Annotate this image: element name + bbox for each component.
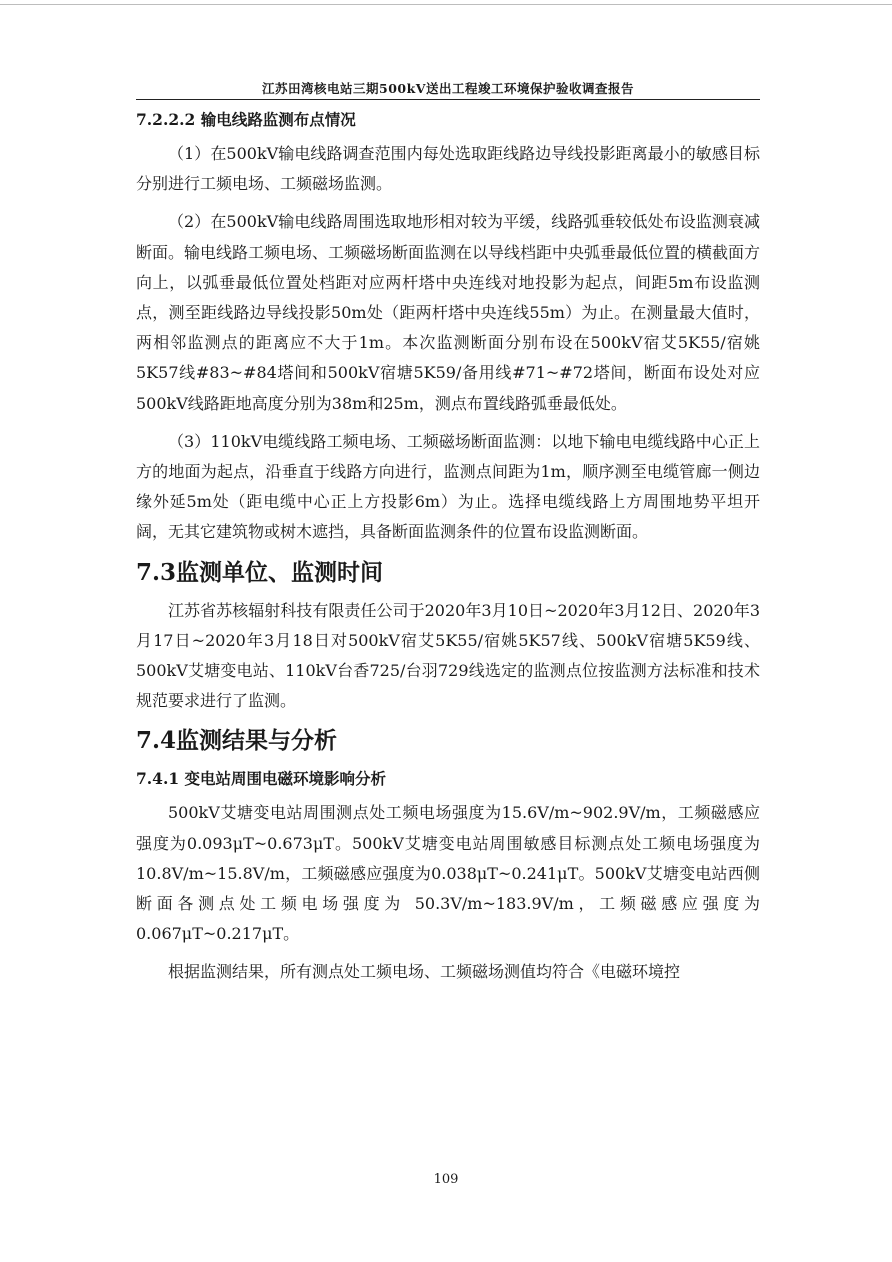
paragraph: （3）110kV电缆线路工频电场、工频磁场断面监测：以地下输电电缆线路中心正上方的地面为起点，沿垂直于线路方向进行，监测点间距为1m，顺序测至电缆管廊一侧边缘外延5m处（距电缆中心正上方投影6m）为止。选择电缆线路上方周围地势平坦开阔，无其它建筑物或树木遮挡，具备断面监测条件的位置布设监测断面。 bbox=[136, 431, 760, 542]
paragraph: 江苏省苏核辐射科技有限责任公司于2020年3月10日~2020年3月12日、2020年3月17日~2020年3月18日对500kV宿艾5K55/宿姚5K57线、500kV宿塘5K59线、500kV艾塘变电站、110kV台香725/台羽729线选定的监测点位按监测方法标准和技术规范要求进行了监测。 bbox=[136, 600, 760, 711]
running-header: 江苏田湾核电站三期500kV送出工程竣工环境保护验收调查报告 bbox=[262, 81, 634, 96]
paragraph: （1）在500kV输电线路调查范围内每处选取距线路边导线投影距离最小的敏感目标分别进行工频电场、工频磁场监测。 bbox=[136, 144, 760, 194]
section-heading-7-4: 7.4监测结果与分析 bbox=[136, 727, 338, 755]
paragraph: 根据监测结果，所有测点处工频电场、工频磁场测值均符合《电磁环境控 bbox=[168, 962, 681, 982]
section-heading-7-2-2-2: 7.2.2.2 输电线路监测布点情况 bbox=[136, 110, 356, 129]
section-heading-7-3: 7.3监测单位、监测时间 bbox=[136, 558, 384, 586]
paragraph: 500kV艾塘变电站周围测点处工频电场强度为15.6V/m~902.9V/m，工频磁感应强度为0.093μT~0.673μT。500kV艾塘变电站周围敏感目标测点处工频电场强度为10.8V/m~15.8V/m，工频磁感应强度为0.038μT~0.241μT。500kV艾塘变电站西侧断面各测点处工频电场强度为 50.3V/m~183.9V/m，工频磁感应强度为0.067μT~0.217μT。 bbox=[136, 803, 760, 944]
subsection-heading-7-4-1: 7.4.1 变电站周围电磁环境影响分析 bbox=[136, 769, 387, 789]
paragraph: （2）在500kV输电线路周围选取地形相对较为平缓，线路弧垂较低处布设监测衰减断面。输电线路工频电场、工频磁场断面监测在以导线档距中央弧垂最低位置的横截面方向上，以弧垂最低位置处档距对应两杆塔中央连线对地投影为起点，间距5m布设监测点，测至距线路边导线投影50m处（距两杆塔中央连线55m）为止。在测量最大值时，两相邻监测点的距离应不大于1m。本次监测断面分别布设在500kV宿艾5K55/宿姚5K57线#83~#84塔间和500kV宿塘5K59/备用线#71~#72塔间，断面布设处对应500kV线路距地高度分别为38m和25m，测点布置线路弧垂最低处。 bbox=[136, 212, 761, 413]
page-body bbox=[136, 105, 760, 988]
header-rule bbox=[136, 99, 760, 100]
scan-edge-line bbox=[0, 4, 892, 5]
page-number: 109 bbox=[433, 1172, 459, 1187]
